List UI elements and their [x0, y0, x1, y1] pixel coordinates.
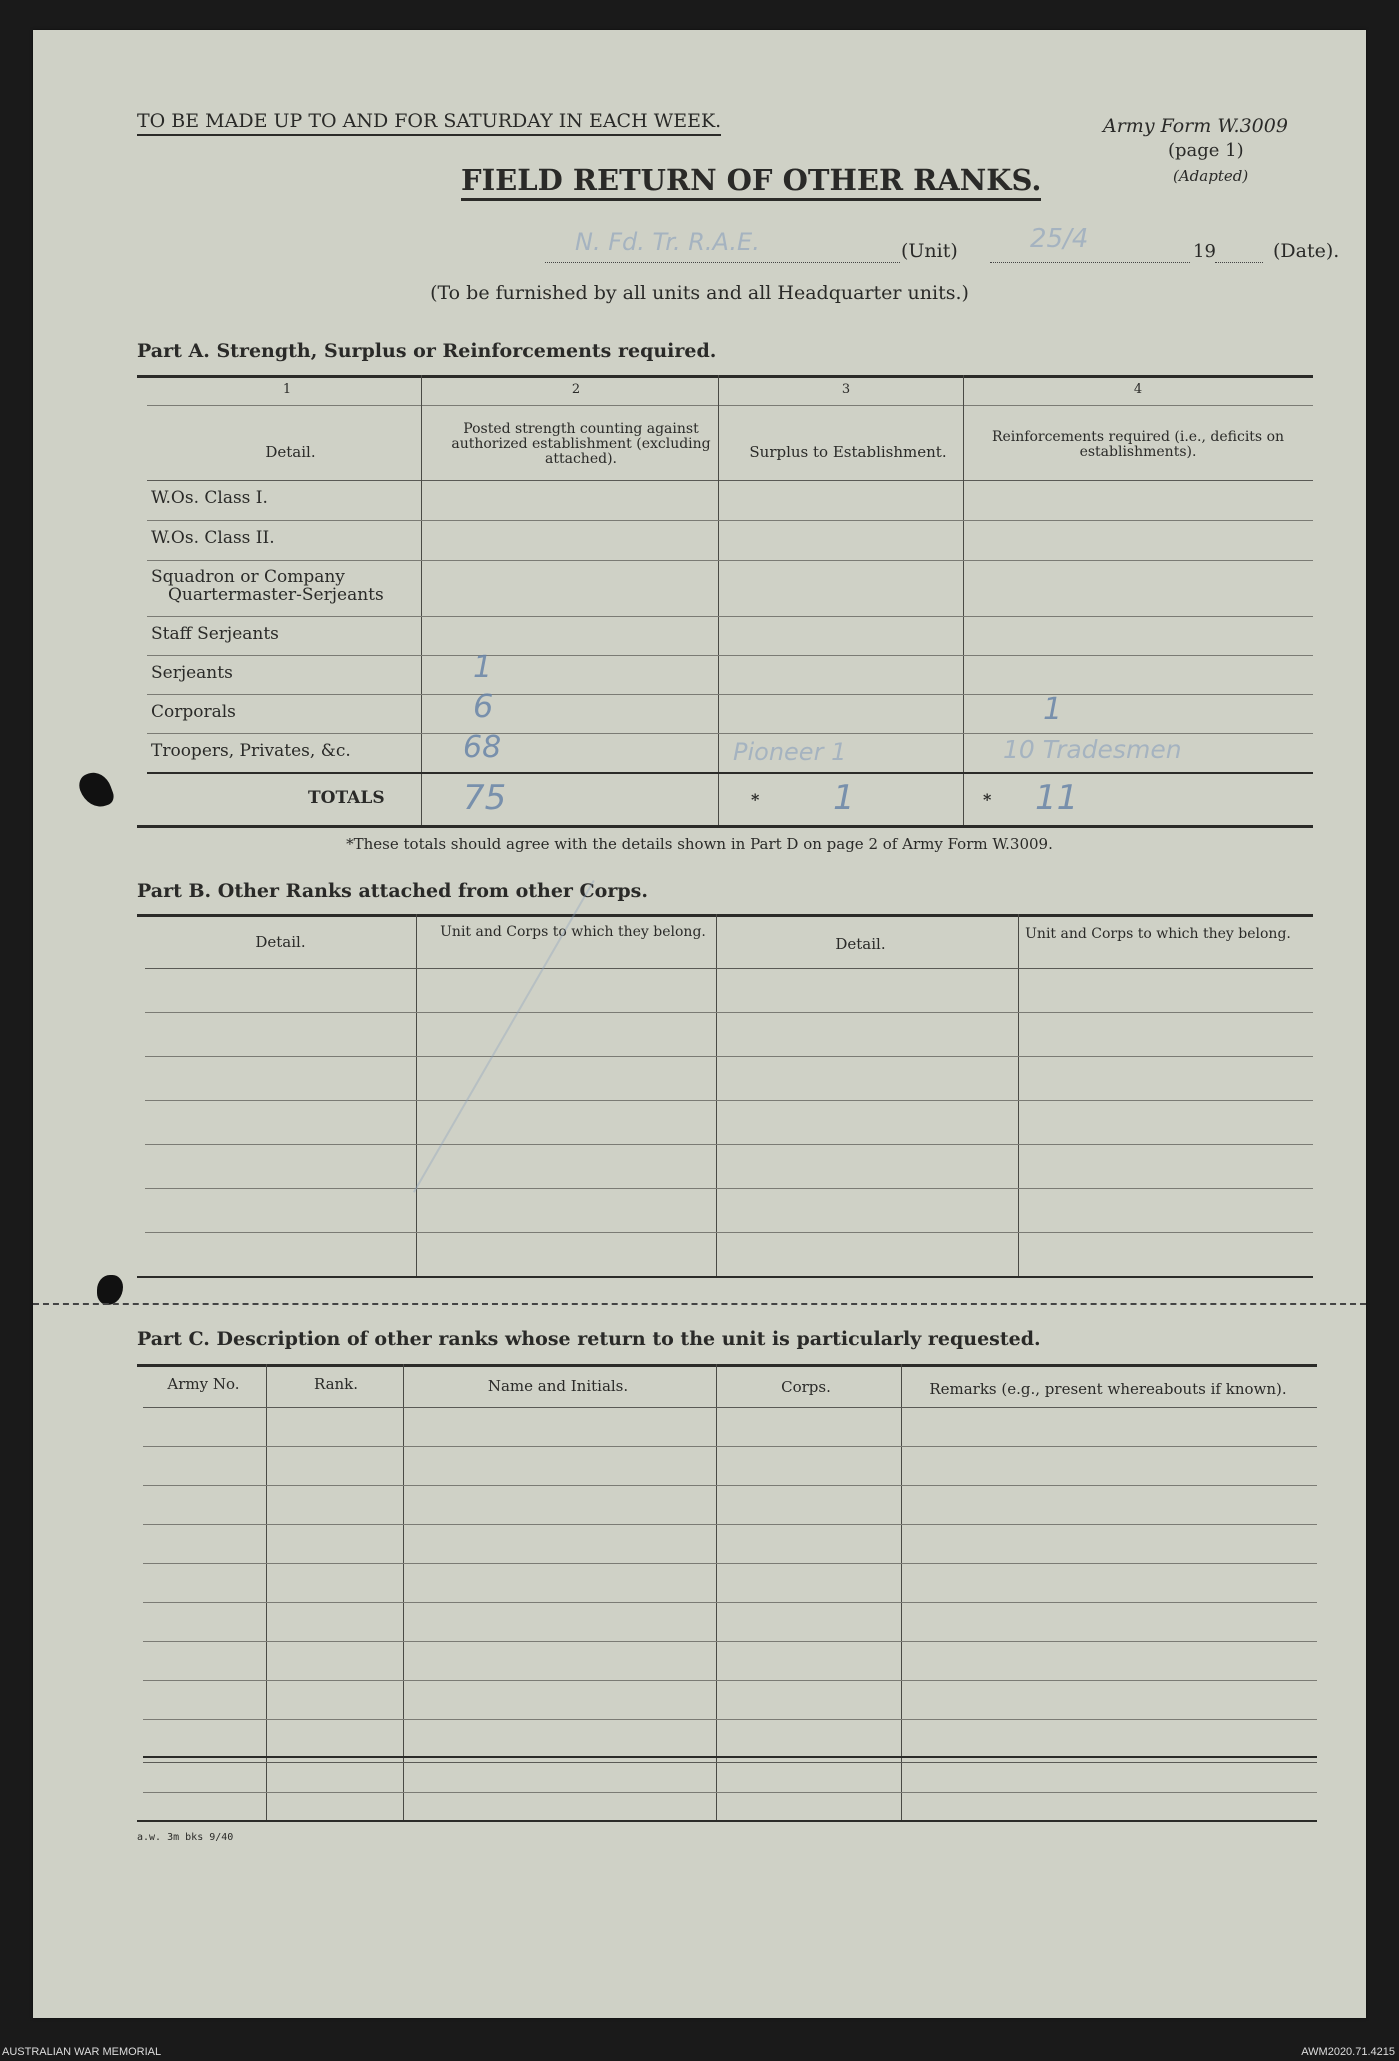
totals-surplus: 1: [833, 778, 855, 818]
part-c-vline-1: [266, 1364, 267, 1820]
part-c-vline-4: [901, 1364, 902, 1820]
part-c-row-rule: [143, 1719, 1317, 1720]
part-b-heading: Part B. Other Ranks attached from other Corps.: [137, 880, 648, 902]
archive-credit: AUSTRALIAN WAR MEMORIAL: [2, 2046, 162, 2058]
part-a-vline-3: [963, 375, 964, 825]
part-b-header-unit-1: Unit and Corps to which they belong.: [440, 924, 706, 940]
form-subtitle: (To be furnished by all units and all Headquarter units.): [430, 282, 969, 304]
perforation-line: [33, 1303, 1366, 1305]
date-value: 25/4: [1030, 224, 1089, 254]
part-c-double-rule: [143, 1762, 1317, 1763]
troopers-surplus: Pioneer 1: [733, 738, 847, 766]
row-sqms: Squadron or Company: [151, 567, 345, 587]
row-rule: [147, 560, 1313, 561]
totals-rule: [147, 772, 1313, 774]
totals-reinforcements: 11: [1035, 778, 1079, 818]
unit-label: (Unit): [901, 240, 958, 262]
part-a-top-rule: [137, 375, 1313, 378]
part-b-header-unit-2: Unit and Corps to which they belong.: [1025, 926, 1291, 942]
part-b-row-rule: [145, 1144, 1313, 1145]
troopers-reinforcements: 10 Tradesmen: [1003, 735, 1182, 764]
totals-posted: 75: [463, 778, 507, 818]
totals-label: TOTALS: [308, 788, 385, 808]
part-b-top-rule: [137, 914, 1313, 917]
header-rule: [147, 480, 1313, 481]
col-num-4: 4: [1133, 382, 1143, 397]
form-title: FIELD RETURN OF OTHER RANKS.: [461, 163, 1041, 201]
part-b-bottom-rule: [137, 1276, 1313, 1278]
row-staff-serjeants: Staff Serjeants: [151, 624, 279, 644]
instruction-line: TO BE MADE UP TO AND FOR SATURDAY IN EACH WEEK.: [137, 110, 721, 136]
date-line: [990, 224, 1190, 263]
part-a-heading: Part A. Strength, Surplus or Reinforcements required.: [137, 340, 717, 362]
punch-hole: [76, 768, 117, 812]
punch-hole: [97, 1275, 123, 1305]
part-a-bottom-rule: [137, 825, 1313, 828]
part-c-row-rule: [143, 1563, 1317, 1564]
part-c-row-rule: [143, 1602, 1317, 1603]
part-b-row-rule: [145, 1100, 1313, 1101]
part-b-header-detail-2: Detail.: [835, 935, 886, 953]
row-wo-class-2: W.Os. Class II.: [151, 528, 275, 548]
part-b-header-detail-1: Detail.: [255, 933, 306, 951]
part-c-row-rule: [143, 1446, 1317, 1447]
col-num-1: 1: [282, 382, 292, 397]
row-rule: [147, 694, 1313, 695]
col-num-2: 2: [571, 382, 581, 397]
totals-surplus-asterisk: *: [751, 790, 760, 809]
col-num-rule: [147, 405, 1313, 406]
part-b-header-rule: [145, 968, 1313, 969]
part-c-top-rule: [137, 1364, 1317, 1367]
date-label: (Date).: [1273, 240, 1340, 262]
serjeants-posted: 1: [473, 650, 493, 685]
corporals-posted: 6: [473, 687, 494, 725]
part-c-vline-3: [716, 1364, 717, 1820]
corporals-reinforcements: 1: [1043, 692, 1063, 727]
part-c-heading: Part C. Description of other ranks whose return to the unit is particularly requested.: [137, 1328, 1041, 1350]
col-header-detail: Detail.: [265, 443, 316, 461]
totals-reinforcements-asterisk: *: [983, 790, 992, 809]
printer-mark: a.w. 3m bks 9/40: [137, 1832, 234, 1843]
row-corporals: Corporals: [151, 702, 236, 722]
row-rule: [147, 733, 1313, 734]
troopers-posted: 68: [463, 730, 502, 765]
year-prefix: 19: [1193, 241, 1216, 262]
row-wo-class-1: W.Os. Class I.: [151, 488, 268, 508]
row-rule: [147, 655, 1313, 656]
col-header-reinforcements: Reinforcements required (i.e., deficits on establishments).: [991, 429, 1285, 460]
form-sheet: [33, 30, 1366, 2018]
part-b-row-rule: [145, 1012, 1313, 1013]
col-header-posted: Posted strength counting against authorized establishment (excluding attached).: [451, 421, 711, 467]
part-c-row-rule: [143, 1641, 1317, 1642]
col-header-surplus: Surplus to Establishment.: [749, 443, 947, 461]
unit-value: N. Fd. Tr. R.A.E.: [575, 228, 760, 256]
part-c-row-rule: [143, 1524, 1317, 1525]
part-a-footnote: *These totals should agree with the details shown in Part D on page 2 of Army Form W.3009.: [346, 835, 1053, 853]
part-c-row-rule: [143, 1792, 1317, 1793]
row-troopers: Troopers, Privates, &c.: [151, 741, 351, 761]
part-c-bottom-rule: [137, 1820, 1317, 1822]
unit-line: [545, 228, 900, 263]
form-adapted: (Adapted): [1173, 167, 1249, 185]
part-b-row-rule: [145, 1056, 1313, 1057]
part-c-header-remarks: Remarks (e.g., present whereabouts if known).: [929, 1380, 1287, 1398]
part-c-header-rank: Rank.: [313, 1375, 359, 1393]
form-page: (page 1): [1168, 140, 1244, 161]
part-b-row-rule: [145, 1188, 1313, 1189]
archive-accession: AWM2020.71.4215: [1301, 2046, 1395, 2058]
part-a-vline-2: [718, 375, 719, 825]
part-c-double-rule: [143, 1756, 1317, 1758]
row-rule: [147, 520, 1313, 521]
part-c-header-army-no: Army No.: [167, 1375, 240, 1393]
part-c-row-rule: [143, 1680, 1317, 1681]
part-c-vline-2: [403, 1364, 404, 1820]
row-rule: [147, 616, 1313, 617]
part-c-header-corps: Corps.: [781, 1378, 831, 1396]
part-c-header-name: Name and Initials.: [487, 1377, 629, 1395]
part-b-row-rule: [145, 1232, 1313, 1233]
col-num-3: 3: [841, 382, 851, 397]
part-c-header-rule: [143, 1407, 1317, 1408]
form-id: Army Form W.3009: [1103, 115, 1288, 137]
year-line: [1215, 240, 1263, 263]
part-a-vline-1: [421, 375, 422, 825]
part-c-row-rule: [143, 1485, 1317, 1486]
row-serjeants: Serjeants: [151, 663, 233, 683]
row-sqms-line2: Quartermaster-Serjeants: [168, 585, 384, 605]
